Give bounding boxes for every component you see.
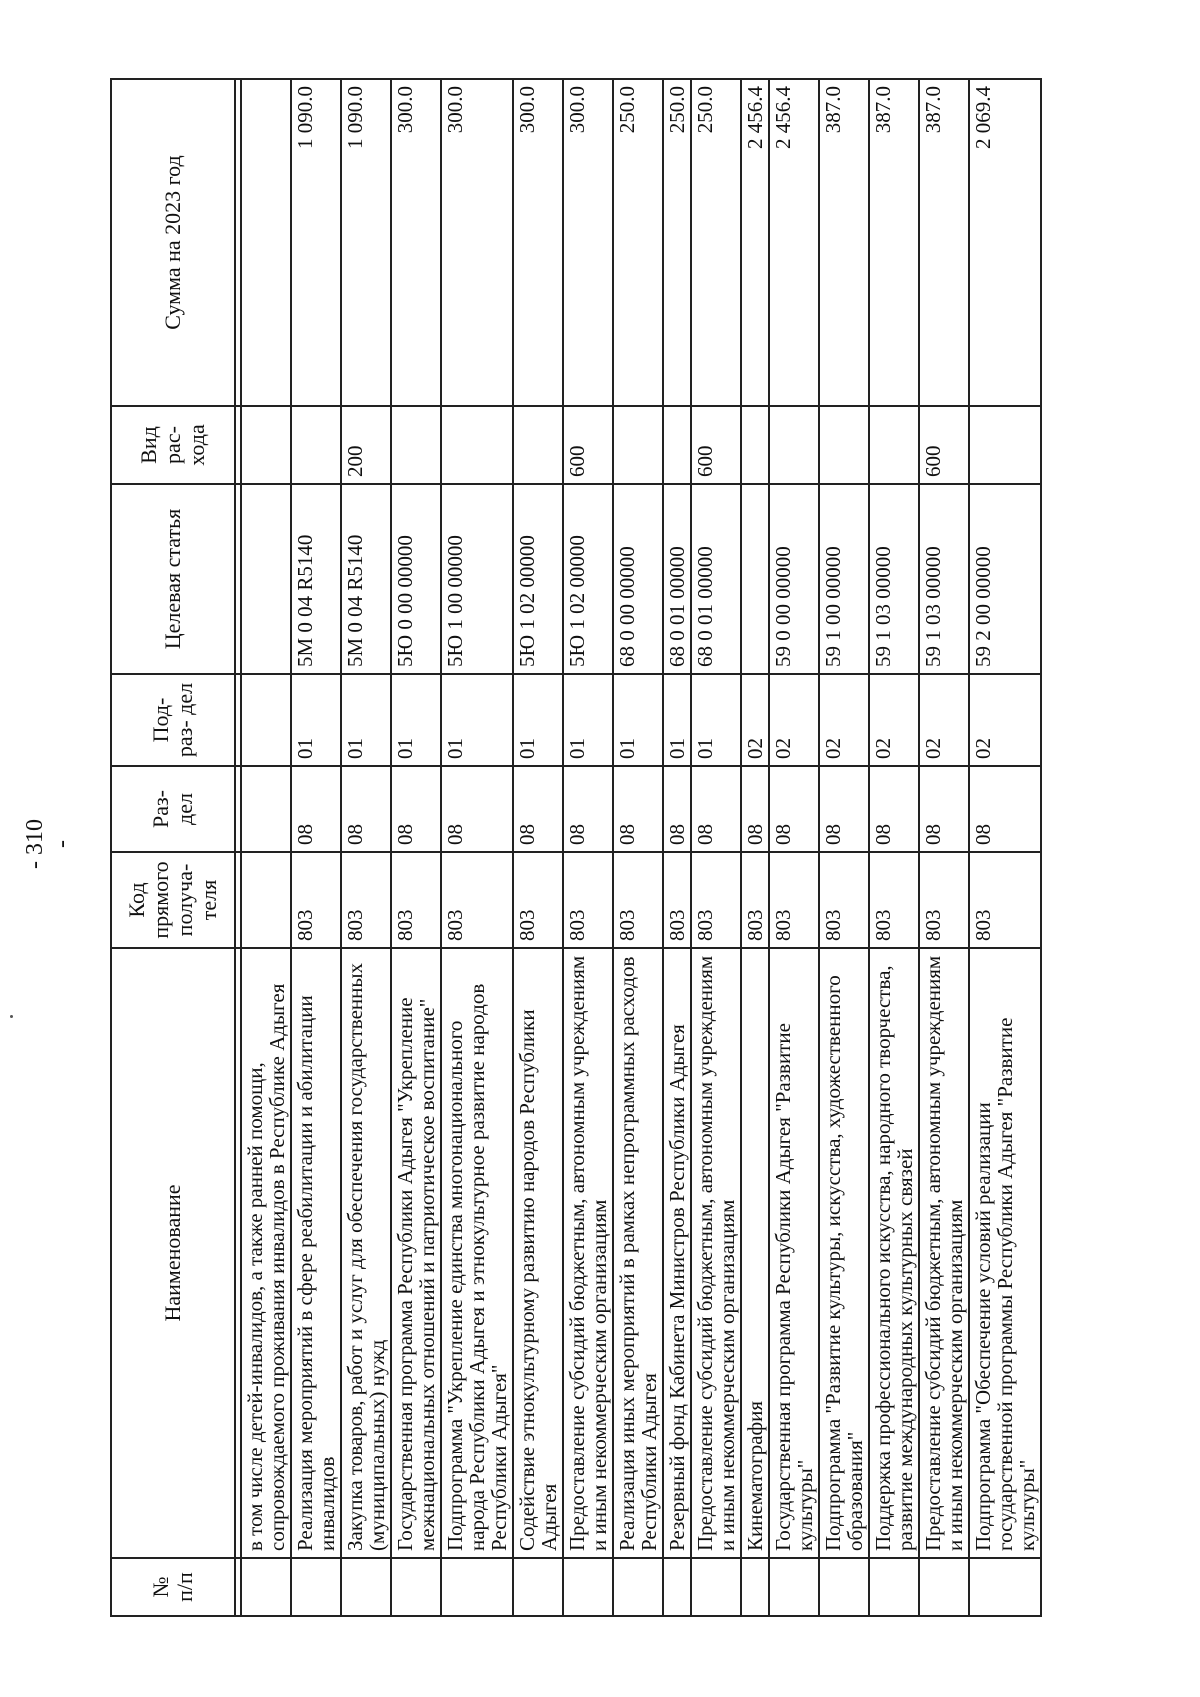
- cell-subsection: 02: [741, 674, 769, 766]
- cell-section: 08: [291, 766, 341, 852]
- cell-target-article: 68 0 01 00000: [691, 484, 741, 674]
- cell-section: 08: [613, 766, 663, 852]
- cell-expense-type: [869, 406, 919, 484]
- cell-no: [241, 1558, 291, 1616]
- cell-no: [291, 1558, 341, 1616]
- cell-expense-type: 200: [341, 406, 391, 484]
- cell-section: 08: [391, 766, 441, 852]
- cell-expense-type: [969, 406, 1041, 484]
- cell-name: Содействие этнокультурному развитию народов Республики Адыгея: [513, 948, 563, 1558]
- cell-subsection: 02: [969, 674, 1041, 766]
- cell-no: [563, 1558, 613, 1616]
- cell-target-article: 59 1 03 00000: [919, 484, 969, 674]
- cell-expense-type: [241, 406, 291, 484]
- cell-amount: 300.0: [563, 79, 613, 406]
- cell-recipient-code: 803: [741, 852, 769, 948]
- header-subsection: Под- раз- дел: [111, 674, 235, 766]
- cell-name: Подпрограмма "Развитие культуры, искусства, художественного образования": [819, 948, 869, 1558]
- cell-expense-type: [663, 406, 691, 484]
- cell-amount: 1 090.0: [291, 79, 341, 406]
- cell-subsection: 01: [391, 674, 441, 766]
- header-recipient-code: Код прямого получа- теля: [111, 852, 235, 948]
- cell-no: [391, 1558, 441, 1616]
- cell-name: Предоставление субсидий бюджетным, автономным учреждениям и иным некоммерческим организациям: [563, 948, 613, 1558]
- cell-section: [241, 766, 291, 852]
- cell-name: Подпрограмма "Укрепление единства многонационального народа Республики Адыгея и этнокультурное развитие народов Республики Адыгея": [441, 948, 513, 1558]
- cell-name: Кинематография: [741, 948, 769, 1558]
- cell-recipient-code: 803: [691, 852, 741, 948]
- cell-section: 08: [819, 766, 869, 852]
- cell-subsection: 01: [663, 674, 691, 766]
- table-row: [691, 79, 741, 1616]
- cell-amount: 1 090.0: [341, 79, 391, 406]
- cell-name: Реализация мероприятий в сфере реабилитации и абилитации инвалидов: [291, 948, 341, 1558]
- cell-target-article: 59 1 03 00000: [869, 484, 919, 674]
- table-row: [441, 79, 513, 1616]
- cell-recipient-code: 803: [869, 852, 919, 948]
- cell-name: в том числе детей-инвалидов, а также ранней помощи, сопровождаемого проживания инвалидов в Республике Адыгея: [241, 948, 291, 1558]
- cell-target-article: [241, 484, 291, 674]
- cell-no: [769, 1558, 819, 1616]
- table-row: [819, 79, 869, 1616]
- cell-subsection: 01: [291, 674, 341, 766]
- cell-expense-type: [741, 406, 769, 484]
- cell-recipient-code: [241, 852, 291, 948]
- cell-no: [869, 1558, 919, 1616]
- cell-amount: [241, 79, 291, 406]
- cell-amount: 387.0: [819, 79, 869, 406]
- cell-subsection: 01: [691, 674, 741, 766]
- cell-subsection: 01: [613, 674, 663, 766]
- table-body: [241, 79, 1041, 1616]
- cell-expense-type: [513, 406, 563, 484]
- cell-no: [341, 1558, 391, 1616]
- cell-recipient-code: 803: [969, 852, 1041, 948]
- cell-no: [513, 1558, 563, 1616]
- table-row: [341, 79, 391, 1616]
- cell-section: 08: [919, 766, 969, 852]
- header-section: Раз- дел: [111, 766, 235, 852]
- cell-name: Подпрограмма "Обеспечение условий реализации государственной программы Республики Адыгея "Развитие культуры": [969, 948, 1041, 1558]
- cell-subsection: [241, 674, 291, 766]
- cell-section: 08: [969, 766, 1041, 852]
- cell-amount: 300.0: [513, 79, 563, 406]
- table-row: [769, 79, 819, 1616]
- table-row: [869, 79, 919, 1616]
- table-row: [513, 79, 563, 1616]
- cell-recipient-code: 803: [613, 852, 663, 948]
- cell-amount: 250.0: [663, 79, 691, 406]
- cell-no: [441, 1558, 513, 1616]
- header-expense-type: Вид рас- хода: [111, 406, 235, 484]
- cell-section: 08: [513, 766, 563, 852]
- cell-no: [969, 1558, 1041, 1616]
- cell-recipient-code: 803: [663, 852, 691, 948]
- table-row: [919, 79, 969, 1616]
- cell-section: 08: [769, 766, 819, 852]
- cell-section: 08: [563, 766, 613, 852]
- table-row: [613, 79, 663, 1616]
- cell-recipient-code: 803: [513, 852, 563, 948]
- cell-no: [691, 1558, 741, 1616]
- cell-subsection: 02: [769, 674, 819, 766]
- cell-target-article: 5М 0 04 R5140: [291, 484, 341, 674]
- table-row: [563, 79, 613, 1616]
- cell-name: Реализация иных мероприятий в рамках непрограммных расходов Республики Адыгея: [613, 948, 663, 1558]
- cell-amount: 2 456.4: [741, 79, 769, 406]
- cell-name: Государственная программа Республики Адыгея "Развитие культуры": [769, 948, 819, 1558]
- cell-subsection: 01: [341, 674, 391, 766]
- cell-section: 08: [441, 766, 513, 852]
- cell-recipient-code: 803: [341, 852, 391, 948]
- cell-target-article: 59 0 00 00000: [769, 484, 819, 674]
- cell-target-article: 68 0 01 00000: [663, 484, 691, 674]
- cell-amount: 387.0: [919, 79, 969, 406]
- cell-name: Закупка товаров, работ и услуг для обеспечения государственных (муниципальных) нужд: [341, 948, 391, 1558]
- cell-no: [919, 1558, 969, 1616]
- cell-expense-type: 600: [919, 406, 969, 484]
- cell-expense-type: 600: [563, 406, 613, 484]
- cell-subsection: 01: [563, 674, 613, 766]
- budget-table: [110, 78, 1042, 1617]
- cell-section: 08: [691, 766, 741, 852]
- table-row: [741, 79, 769, 1616]
- cell-target-article: 5М 0 04 R5140: [341, 484, 391, 674]
- cell-name: Поддержка профессионального искусства, народного творчества, развитие международных культурных связей: [869, 948, 919, 1558]
- cell-subsection: 02: [869, 674, 919, 766]
- cell-recipient-code: 803: [819, 852, 869, 948]
- cell-target-article: 5Ю 1 02 00000: [513, 484, 563, 674]
- cell-expense-type: [769, 406, 819, 484]
- cell-recipient-code: 803: [441, 852, 513, 948]
- header-name: Наименование: [111, 948, 235, 1558]
- cell-no: [613, 1558, 663, 1616]
- cell-target-article: 68 0 00 00000: [613, 484, 663, 674]
- cell-amount: 387.0: [869, 79, 919, 406]
- header-amount: Сумма на 2023 год: [111, 79, 235, 406]
- cell-recipient-code: 803: [769, 852, 819, 948]
- cell-expense-type: [613, 406, 663, 484]
- cell-target-article: 5Ю 1 02 00000: [563, 484, 613, 674]
- cell-target-article: 5Ю 1 00 00000: [441, 484, 513, 674]
- cell-section: 08: [741, 766, 769, 852]
- cell-target-article: 5Ю 0 00 00000: [391, 484, 441, 674]
- cell-expense-type: [291, 406, 341, 484]
- cell-amount: 300.0: [391, 79, 441, 406]
- cell-name: Государственная программа Республики Адыгея "Укрепление межнациональных отношений и патриотическое воспитание": [391, 948, 441, 1558]
- cell-subsection: 01: [441, 674, 513, 766]
- cell-name: Предоставление субсидий бюджетным, автономным учреждениям и иным некоммерческим организациям: [691, 948, 741, 1558]
- cell-amount: 2 456.4: [769, 79, 819, 406]
- cell-recipient-code: 803: [291, 852, 341, 948]
- header-target-article: Целевая статья: [111, 484, 235, 674]
- cell-section: 08: [869, 766, 919, 852]
- cell-recipient-code: 803: [391, 852, 441, 948]
- scan-speck: [10, 1015, 13, 1018]
- cell-target-article: [741, 484, 769, 674]
- cell-no: [741, 1558, 769, 1616]
- cell-amount: 300.0: [441, 79, 513, 406]
- cell-no: [819, 1558, 869, 1616]
- cell-recipient-code: 803: [563, 852, 613, 948]
- table-row: [663, 79, 691, 1616]
- cell-amount: 250.0: [691, 79, 741, 406]
- table-row: [291, 79, 341, 1616]
- table-row: [391, 79, 441, 1616]
- cell-expense-type: [441, 406, 513, 484]
- cell-expense-type: [391, 406, 441, 484]
- cell-recipient-code: 803: [919, 852, 969, 948]
- table-row: [969, 79, 1041, 1616]
- table-header: [111, 79, 241, 1616]
- cell-subsection: 02: [819, 674, 869, 766]
- cell-name: Резервный фонд Кабинета Министров Республики Адыгея: [663, 948, 691, 1558]
- cell-no: [663, 1558, 691, 1616]
- cell-section: 08: [341, 766, 391, 852]
- cell-amount: 2 069.4: [969, 79, 1041, 406]
- cell-subsection: 02: [919, 674, 969, 766]
- cell-subsection: 01: [513, 674, 563, 766]
- cell-target-article: 59 1 00 00000: [819, 484, 869, 674]
- page-number: - 310 -: [22, 819, 75, 869]
- cell-name: Предоставление субсидий бюджетным, автономным учреждениям и иным некоммерческим организациям: [919, 948, 969, 1558]
- header-no: № п/п: [111, 1558, 235, 1616]
- cell-expense-type: [819, 406, 869, 484]
- table-row: [241, 79, 291, 1616]
- cell-expense-type: 600: [691, 406, 741, 484]
- cell-target-article: 59 2 00 00000: [969, 484, 1041, 674]
- cell-section: 08: [663, 766, 691, 852]
- cell-amount: 250.0: [613, 79, 663, 406]
